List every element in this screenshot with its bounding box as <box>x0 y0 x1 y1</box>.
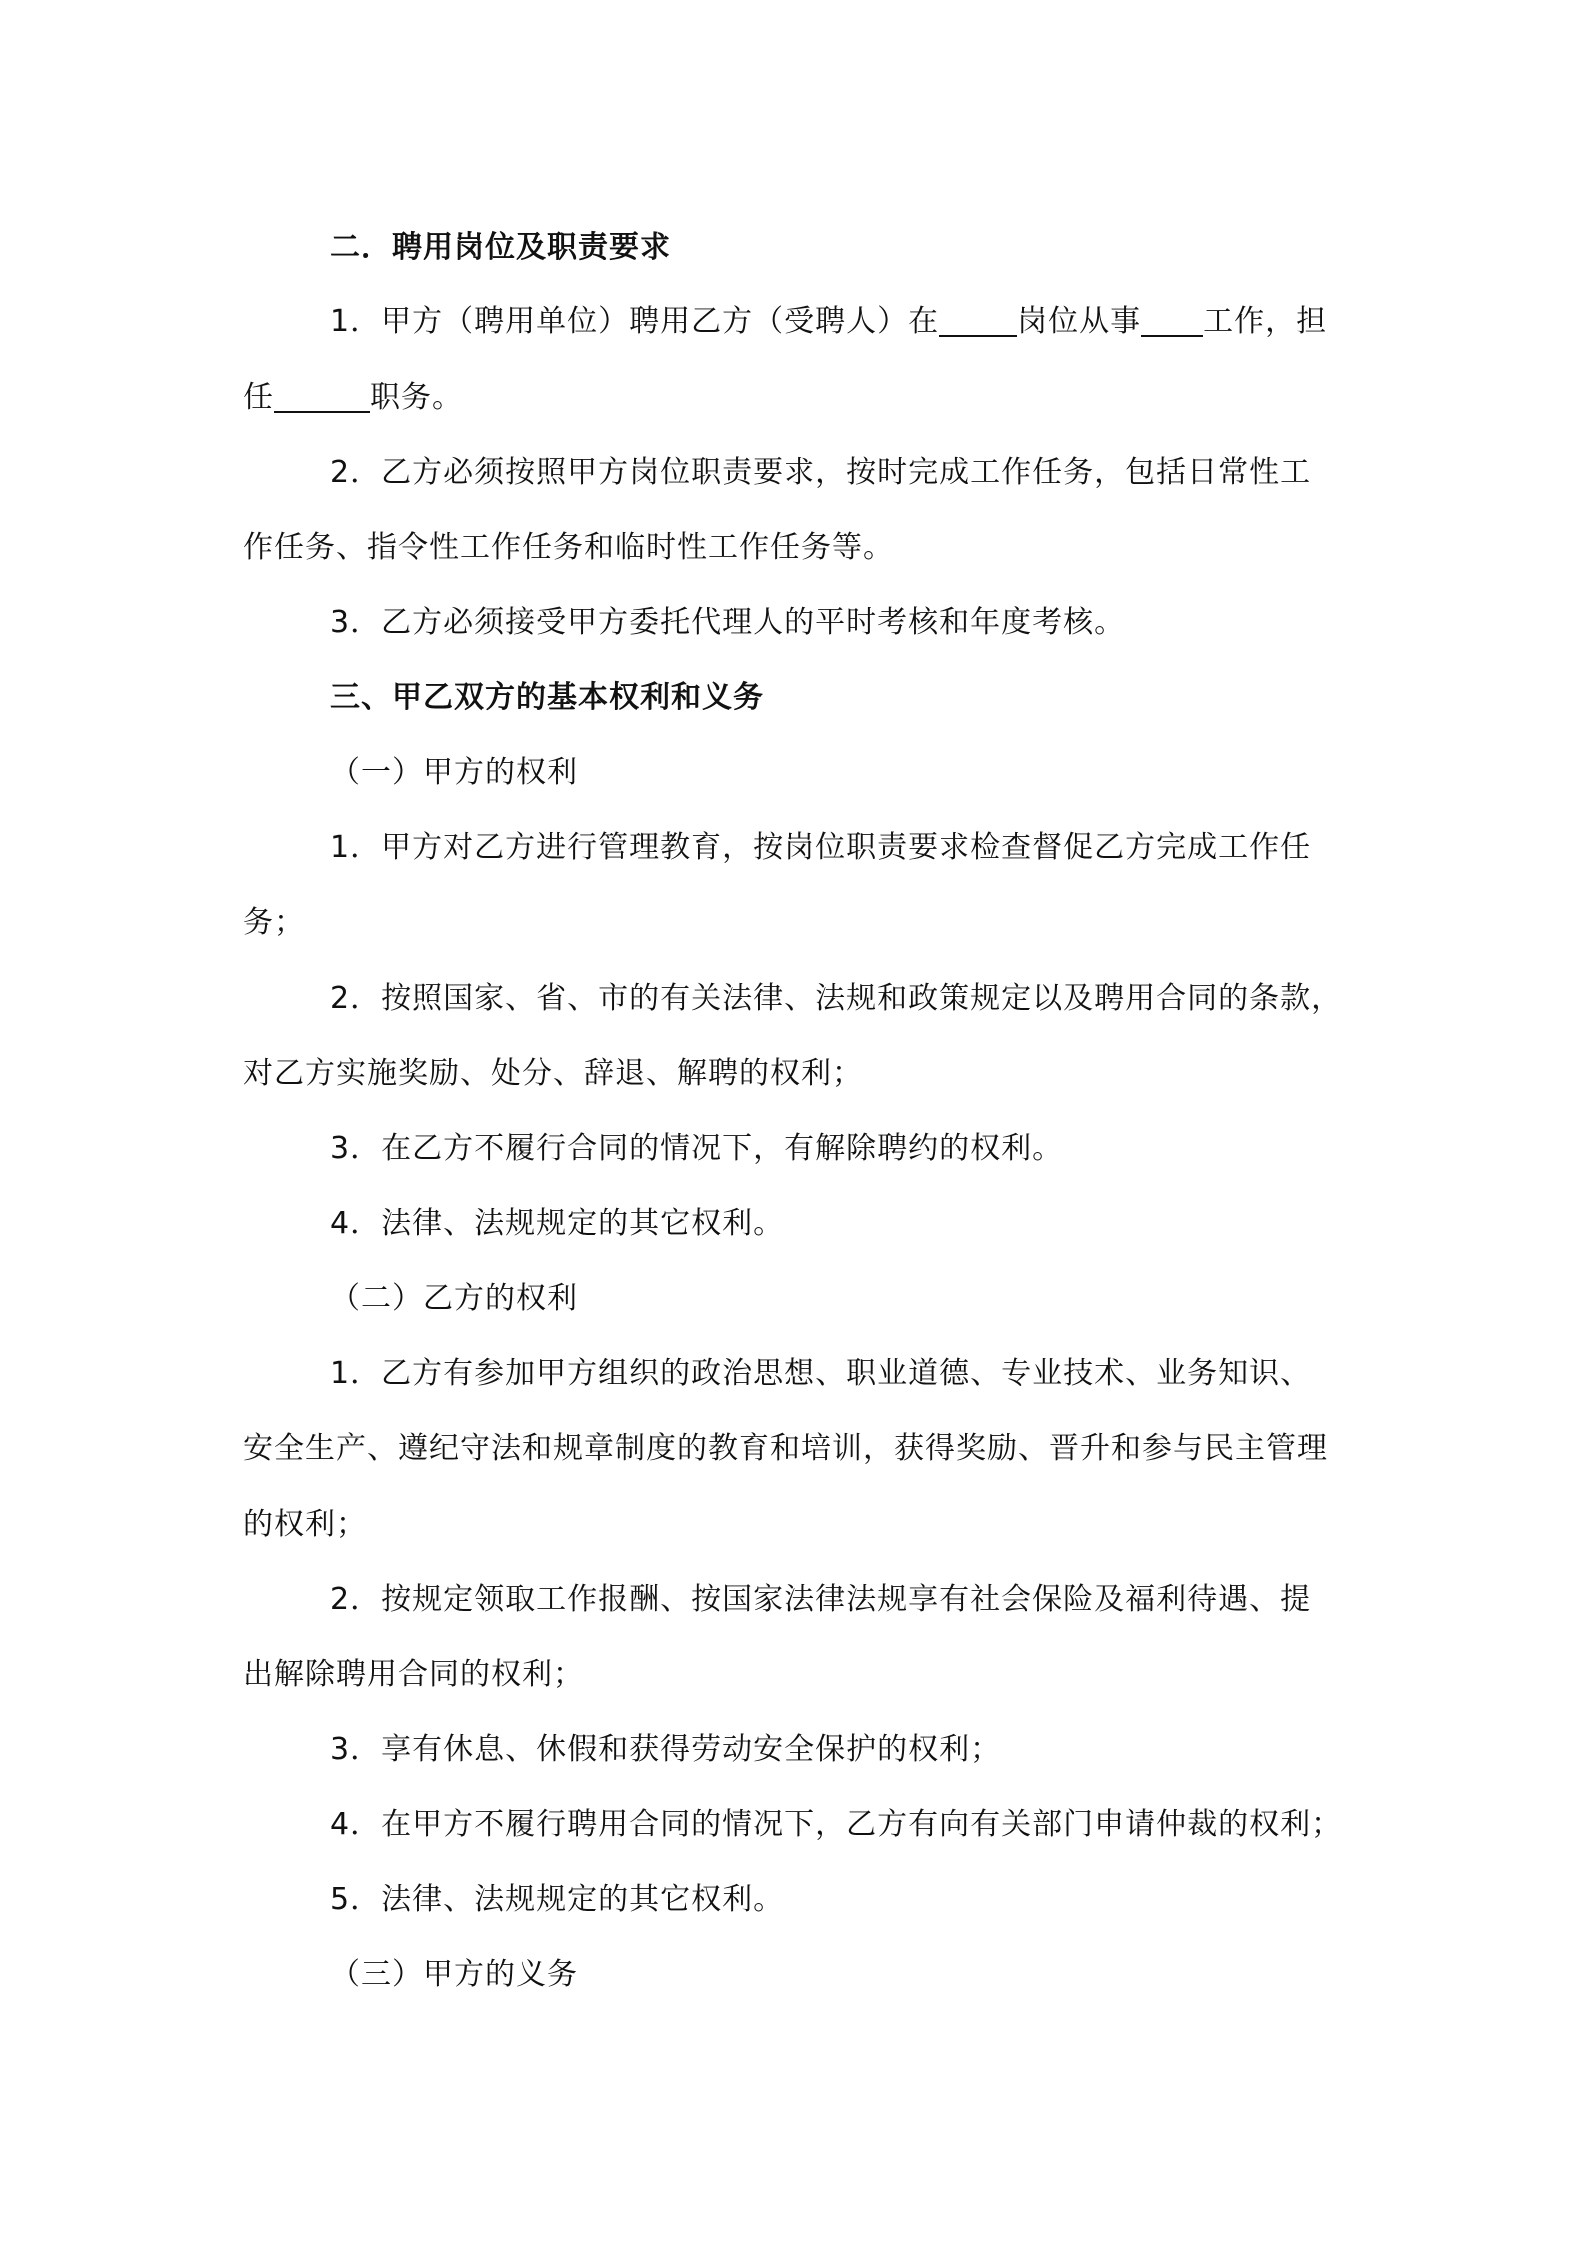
section2-item1-line2 <box>243 378 463 418</box>
sub1-item2-line2: 对乙方实施奖励、处分、辞退、解聘的权利； <box>243 1056 863 1091</box>
section2-item3: 3．乙方必须接受甲方委托代理人的平时考核和年度考核。 <box>330 605 1126 640</box>
section3-heading: 三、甲乙双方的基本权利和义务 <box>330 680 764 715</box>
section3-sub1-heading: （一）甲方的权利 <box>330 755 578 790</box>
section2-item1-part2: 岗位从事 <box>1017 304 1142 339</box>
section2-item2-line1: 2．乙方必须按照甲方岗位职责要求，按时完成工作任务，包括日常性工 <box>330 455 1312 490</box>
sub2-item1-line1: 1．乙方有参加甲方组织的政治思想、职业道德、专业技术、业务知识、 <box>330 1356 1312 1391</box>
section2-item1-part3: 工作，担 <box>1203 304 1328 339</box>
sub2-item5: 5．法律、法规规定的其它权利。 <box>330 1882 785 1917</box>
sub1-item1-line1: 1．甲方对乙方进行管理教育，按岗位职责要求检查督促乙方完成工作任 <box>330 830 1312 865</box>
sub1-item1-line2: 务； <box>243 905 305 940</box>
sub2-item3: 3．享有休息、休假和获得劳动安全保护的权利； <box>330 1732 1002 1767</box>
sub2-item1-line2: 安全生产、遵纪守法和规章制度的教育和培训，获得奖励、晋升和参与民主管理 <box>243 1431 1328 1466</box>
section2-item1-part4: 任 <box>243 380 274 415</box>
section2-item1-part1: 1．甲方（聘用单位）聘用乙方（受聘人）在 <box>330 304 940 339</box>
section2-heading: 二．聘用岗位及职责要求 <box>330 230 671 265</box>
sub2-item2-line2: 出解除聘用合同的权利； <box>243 1657 584 1692</box>
sub2-item2-line1: 2．按规定领取工作报酬、按国家法律法规享有社会保险及福利待遇、提 <box>330 1582 1312 1617</box>
section3-sub3-heading: （三）甲方的义务 <box>330 1957 578 1992</box>
sub2-item1-line3: 的权利； <box>243 1507 367 1542</box>
sub1-item3: 3．在乙方不履行合同的情况下，有解除聘约的权利。 <box>330 1131 1064 1166</box>
section2-item1-line1 <box>330 302 1327 342</box>
section2-item2-line2: 作任务、指令性工作任务和临时性工作任务等。 <box>243 530 894 565</box>
duty-blank[interactable] <box>274 383 370 413</box>
work-blank[interactable] <box>1141 307 1203 337</box>
sub2-item4: 4．在甲方不履行聘用合同的情况下，乙方有向有关部门申请仲裁的权利； <box>330 1807 1343 1842</box>
sub1-item2-line1: 2．按照国家、省、市的有关法律、法规和政策规定以及聘用合同的条款， <box>330 981 1343 1016</box>
sub1-item4: 4．法律、法规规定的其它权利。 <box>330 1206 785 1241</box>
post-blank[interactable] <box>939 307 1017 337</box>
section3-sub2-heading: （二）乙方的权利 <box>330 1281 578 1316</box>
section2-item1-part5: 职务。 <box>370 380 463 415</box>
